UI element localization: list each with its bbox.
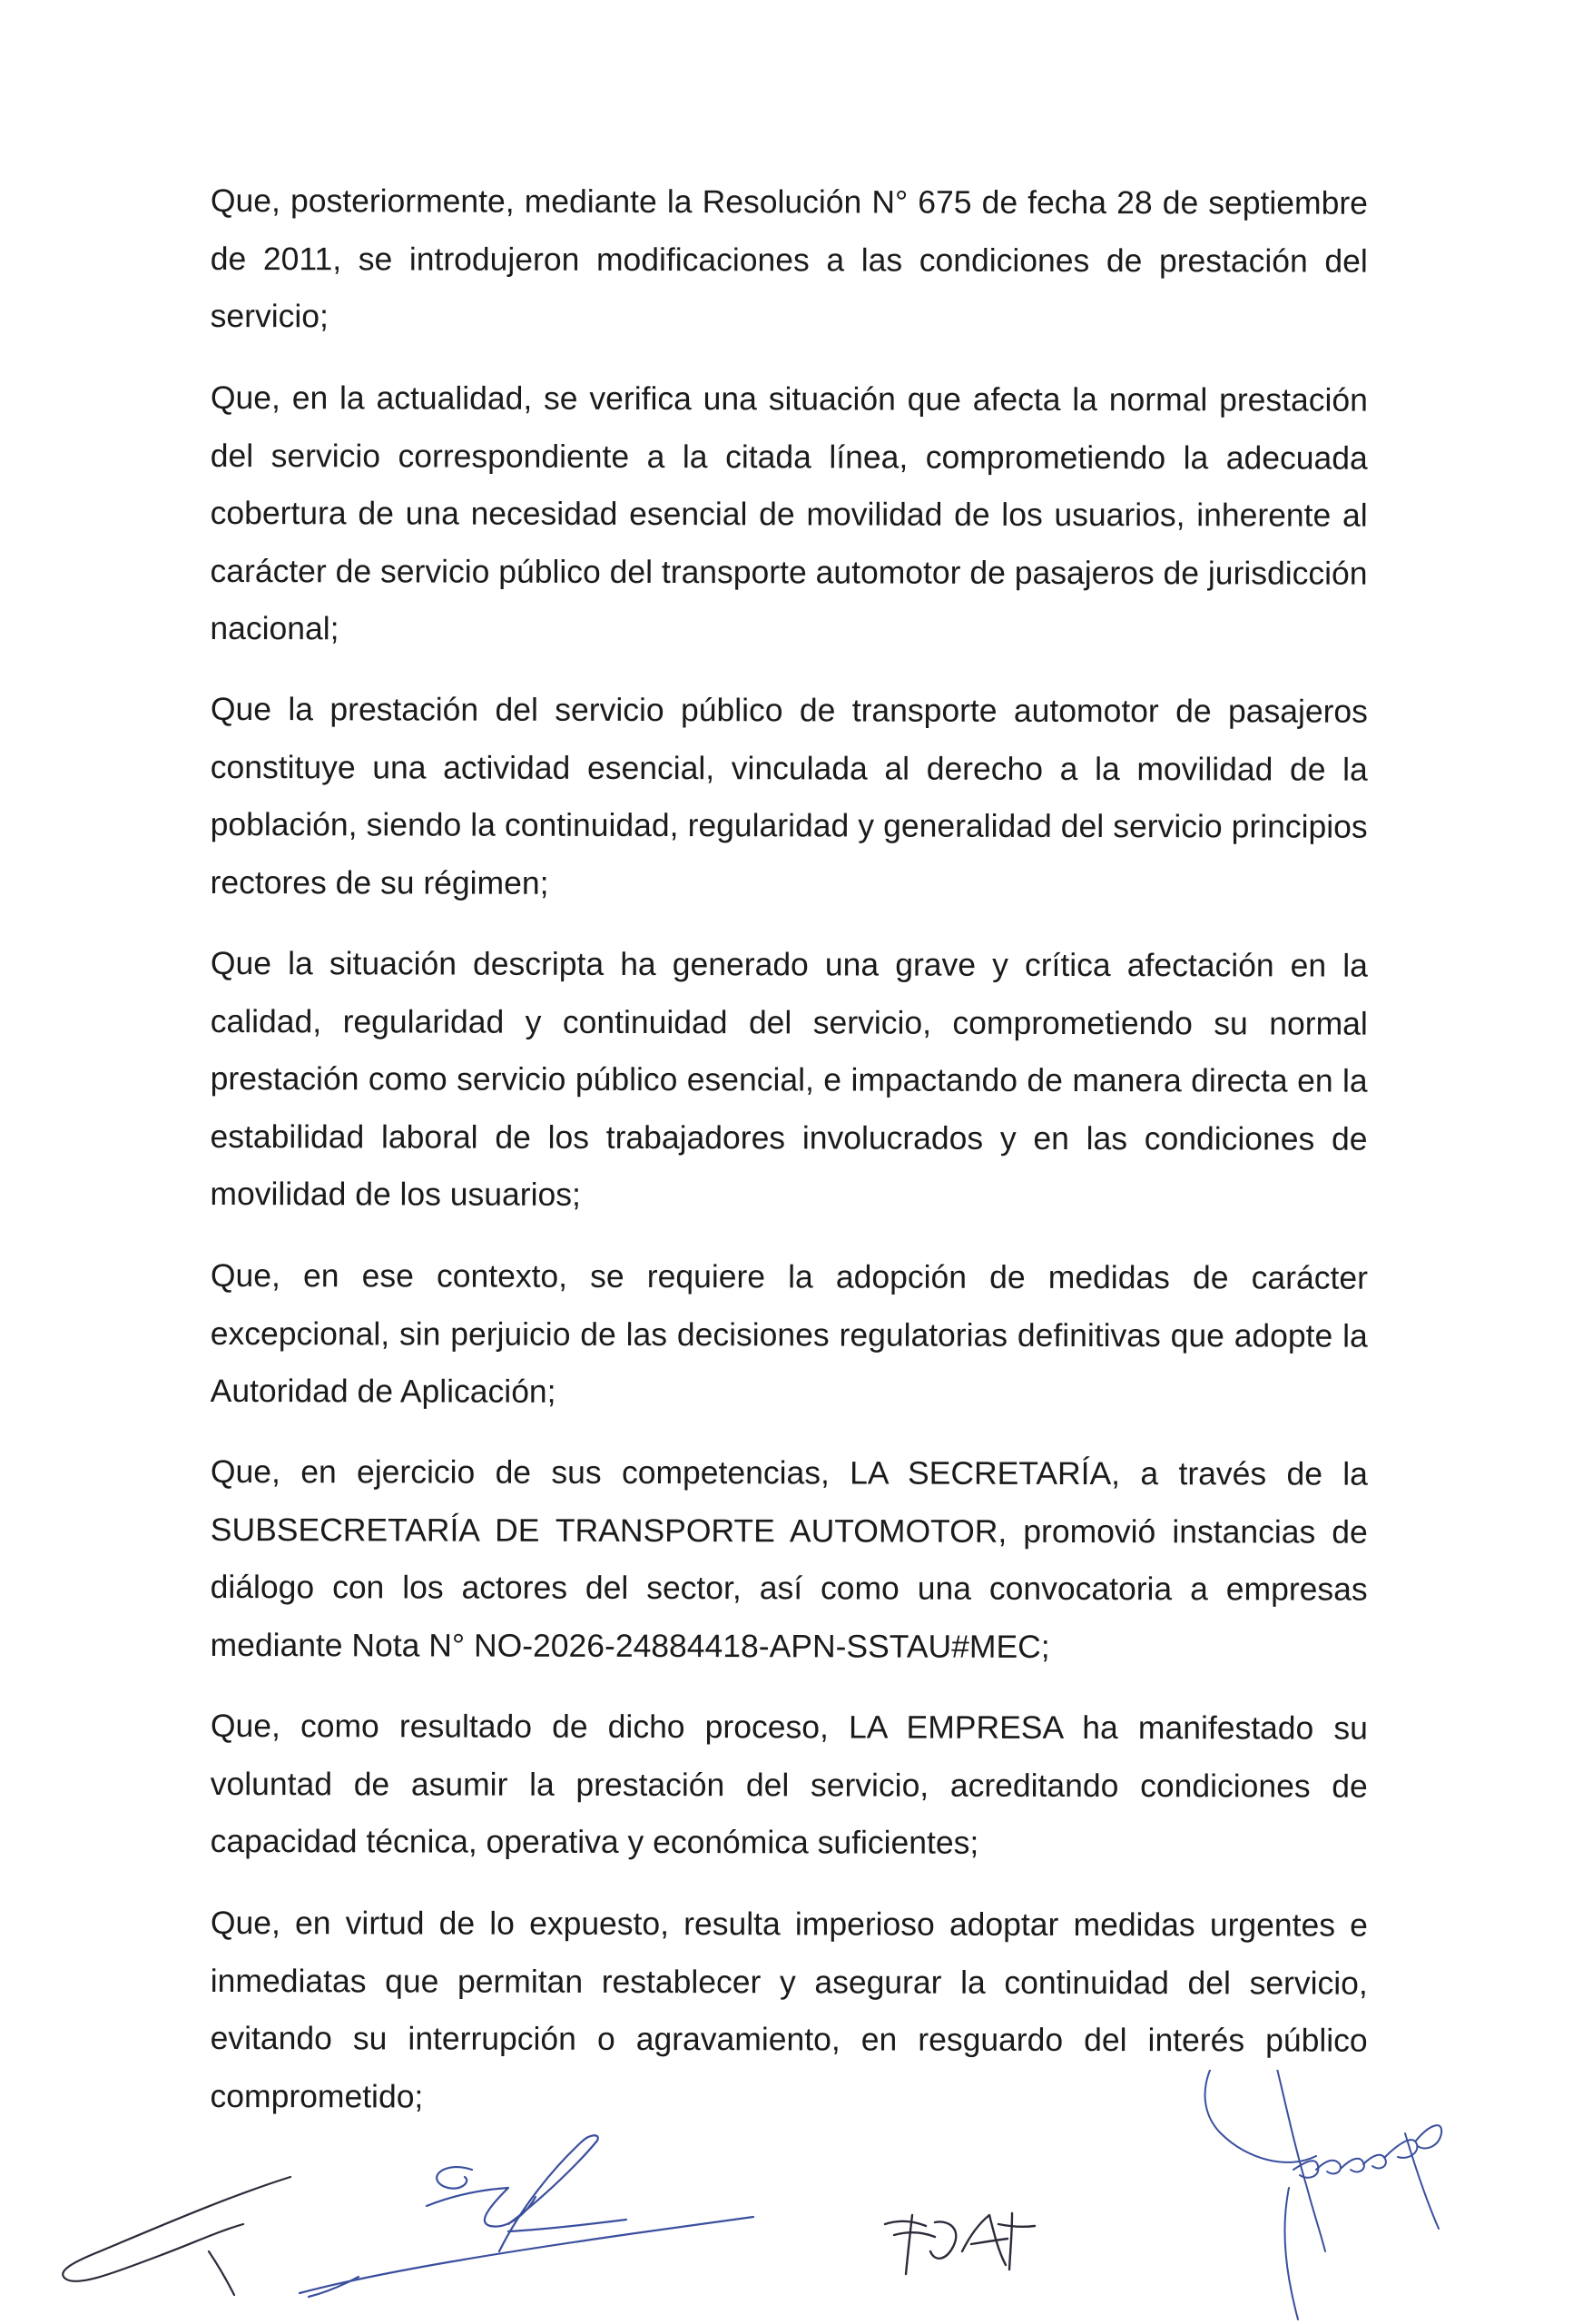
signature-3: [885, 2213, 1035, 2274]
paragraph-voluntad-empresa: Que, como resultado de dicho proceso, LA EMPRESA ha manifestado su voluntad de asumir la prestación del servicio, acreditando condiciones de capacidad técnica, operativa y económica suficientes;: [210, 1708, 1368, 1861]
paragraph-afectacion: Que la situación descripta ha generado una grave y crítica afectación en la calidad, regularidad y continuidad del servicio, comprometiendo su normal prestación como servicio público esencial, e impactando de manera directa en la estabilidad laboral de los trabajadores involucrados y en las condiciones de movilidad de los usuarios;: [210, 945, 1368, 1213]
signature-2: [300, 2135, 753, 2297]
paragraph-servicio-esencial: Que la prestación del servicio público de transporte automotor de pasajeros constituye una actividad esencial, vinculada al derecho a la movilidad de la población, siendo la continuidad, regularidad y generalidad del servicio principios rectores de su régimen;: [210, 691, 1368, 901]
document-body: [211, 172, 1368, 2125]
paragraph-competencias-secretaria: Que, en ejercicio de sus competencias, LA SECRETARÍA, a través de la SUBSECRETARÍA DE TRANSPORTE AUTOMOTOR, promovió instancias de diálogo con los actores del sector, así como una convocatoria a empresas mediante Nota N° NO-2026-24884418-APN-SSTAU#MEC;: [210, 1453, 1368, 1665]
signature-1: [63, 2177, 290, 2295]
paragraph-situacion-actual: Que, en la actualidad, se verifica una situación que afecta la normal prestación del servicio correspondiente a la citada línea, comprometiendo la adecuada cobertura de una necesidad esencial de movilidad de los usuarios, inherente al carácter de servicio público del transporte automotor de pasajeros de jurisdicción nacional;: [210, 379, 1368, 646]
paragraph-resolucion-675: Que, posteriormente, mediante la Resolución N° 675 de fecha 28 de septiembre de 2011, se introdujeron modificaciones a las condiciones de prestación del servicio;: [210, 182, 1368, 335]
paragraph-medidas-urgentes: Que, en virtud de lo expuesto, resulta imperioso adoptar medidas urgentes e inmediatas que permitan restablecer y asegurar la continuidad del servicio, evitando su interrupción o agravamiento, en resguardo del interés público comprometido;: [210, 1904, 1368, 2114]
paragraph-medidas-excepcionales: Que, en ese contexto, se requiere la adopción de medidas de carácter excepcional, sin perjuicio de las decisiones regulatorias definitivas que adopte la Autoridad de Aplicación;: [210, 1256, 1368, 1410]
